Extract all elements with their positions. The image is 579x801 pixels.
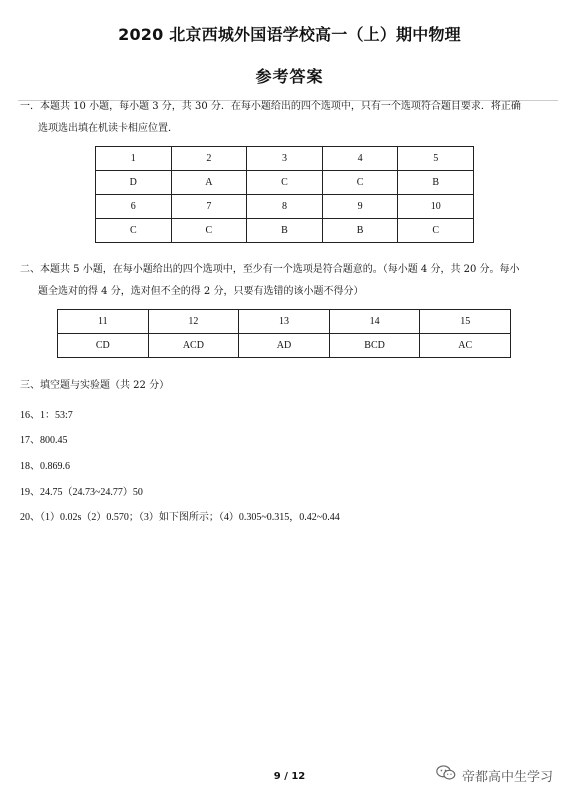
table-cell: C (247, 171, 323, 195)
section2-instructions (20, 259, 556, 303)
table-cell: 5 (398, 147, 474, 171)
section1-line2: 选项选出填在机读卡相应位置． (38, 123, 178, 134)
page-number: 9 / 12 (273, 771, 306, 782)
section2-line2: 题全选对的得 4 分，选对但不全的得 2 分，只要有选错的该小题不得分） (38, 286, 364, 297)
watermark-text: 帝都高中生学习 (462, 769, 554, 785)
table-cell: BCD (329, 334, 420, 358)
section1-instructions (20, 96, 556, 140)
table-cell: 4 (322, 147, 398, 171)
table-cell: 10 (398, 195, 474, 219)
table-cell: AC (420, 334, 511, 358)
section2-answer-table (57, 309, 511, 358)
table-cell: 1 (96, 147, 172, 171)
table-row (96, 147, 474, 171)
table-cell: 7 (171, 195, 247, 219)
table-cell: D (96, 171, 172, 195)
table-cell: A (171, 171, 247, 195)
table-cell: 3 (247, 147, 323, 171)
table-row (58, 310, 511, 334)
table-cell: 13 (239, 310, 330, 334)
answer-18: 18、0.869.6 (20, 461, 70, 472)
table-row (96, 195, 474, 219)
table-row (96, 171, 474, 195)
table-cell: B (398, 171, 474, 195)
table-cell: C (96, 219, 172, 243)
table-cell: C (398, 219, 474, 243)
table-row (96, 219, 474, 243)
table-cell: C (322, 171, 398, 195)
table-cell: 11 (58, 310, 149, 334)
answer-20: 20、（1）0.02s（2）0.570；（3）如下图所示；（4）0.305~0.315，0.42~0.44 (20, 512, 340, 523)
wechat-icon (436, 764, 456, 786)
table-cell: 8 (247, 195, 323, 219)
table-cell: CD (58, 334, 149, 358)
table-cell: 14 (329, 310, 420, 334)
table-cell: B (322, 219, 398, 243)
section2-line1: 二、本题共 5 小题，在每小题给出的四个选项中，至少有一个选项是符合题意的。（每小题 4 分，共 20 分。每小 (20, 264, 520, 275)
table-row (58, 334, 511, 358)
table-cell: B (247, 219, 323, 243)
section1-answer-table (95, 146, 474, 243)
document-subtitle: 参考答案 (255, 67, 324, 86)
table-cell: 2 (171, 147, 247, 171)
table-cell: 15 (420, 310, 511, 334)
answer-17: 17、800.45 (20, 435, 68, 446)
table-cell: ACD (148, 334, 239, 358)
section3-heading: 三、填空题与实验题（共 22 分） (20, 380, 170, 391)
section1-line1: 一．本题共 10 小题，每小题 3 分，共 30 分．在每小题给出的四个选项中，只有一个选项符合题目要求．将正确 (20, 101, 521, 112)
table-cell: C (171, 219, 247, 243)
answer-16: 16、1：53:7 (20, 410, 73, 421)
watermark (436, 764, 553, 786)
table-cell: 12 (148, 310, 239, 334)
table-cell: 6 (96, 195, 172, 219)
table-cell: 9 (322, 195, 398, 219)
table-cell: AD (239, 334, 330, 358)
document-title: 2020 北京西城外国语学校高一（上）期中物理 (118, 25, 461, 44)
answer-19: 19、24.75（24.73~24.77）50 (20, 487, 143, 498)
